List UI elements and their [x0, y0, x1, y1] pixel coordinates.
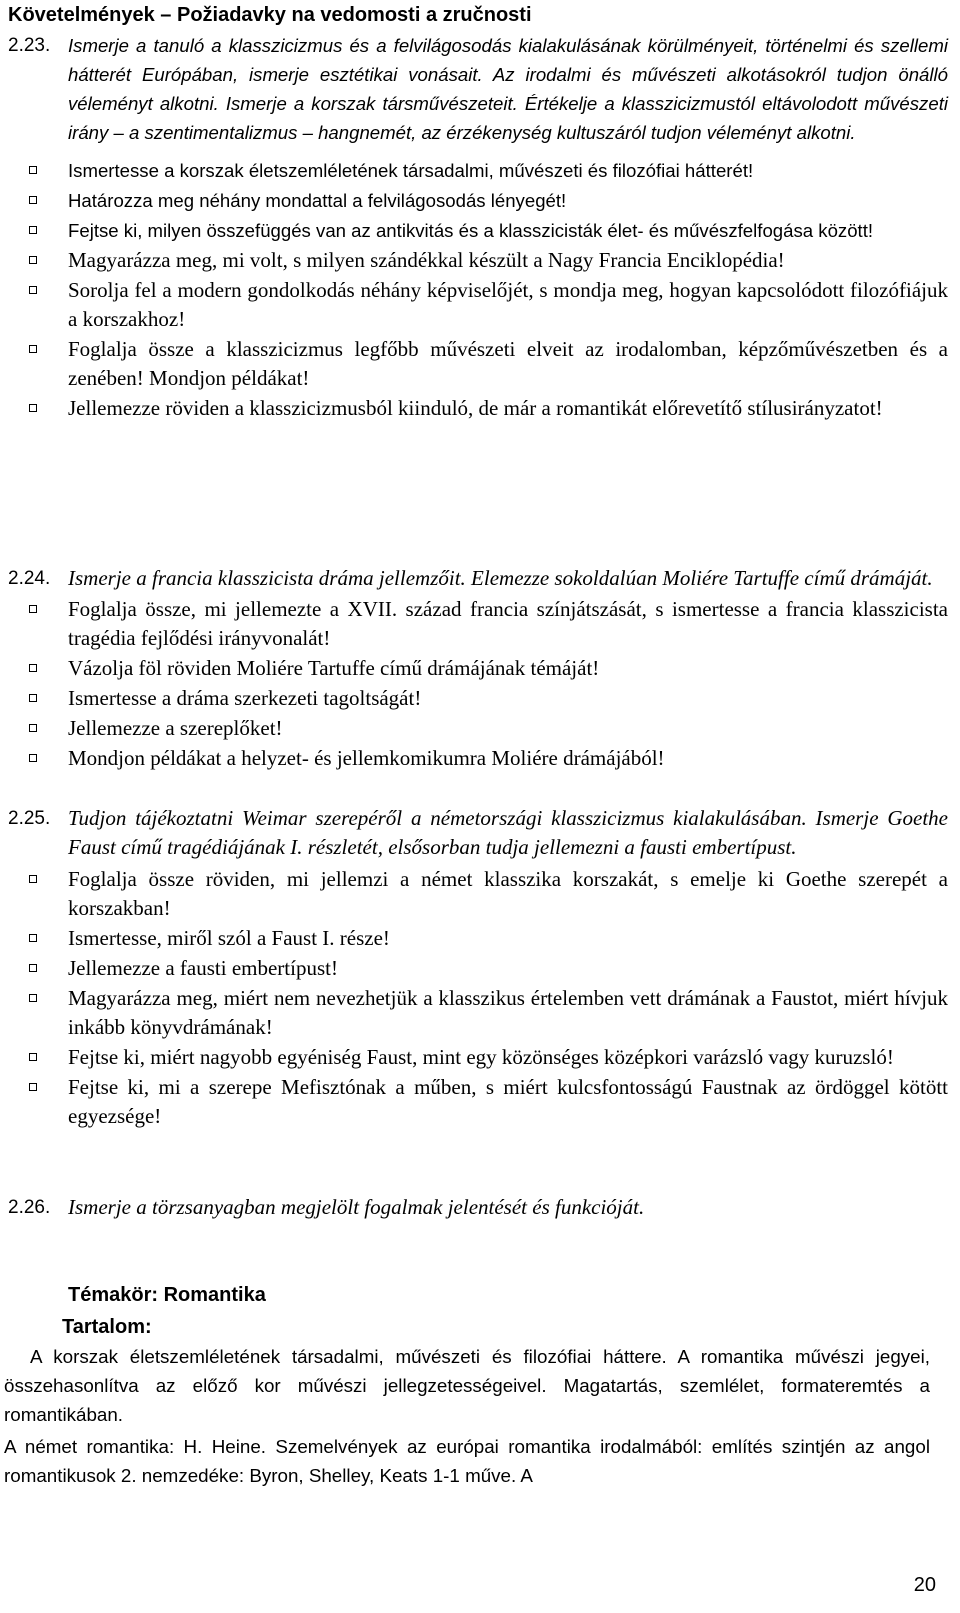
checkbox-bullet-icon: [29, 964, 37, 972]
section-2-24: [0, 564, 960, 773]
content-paragraph: A korszak életszemléletének társadalmi, művészeti és filozófiai háttere. A romantika művészi jegyei, összehasonlítva az előző kor művészi jellegzetességeivel. Magatartás, szemlélet, formateremtés a romantikában.: [4, 1346, 930, 1425]
content-paragraph: A német romantika: H. Heine. Szemelvények az európai romantika irodalmából: említés szintjén az angol romantikusok 2. nemzedéke: Byron, Shelley, Keats 1-1 műve. A: [4, 1436, 930, 1486]
list-item: Ismertesse a dráma szerkezeti tagoltságát!: [0, 684, 960, 713]
list-item: Ismertesse, miről szól a Faust I. része!: [0, 924, 960, 953]
checkbox-bullet-icon: [29, 345, 37, 353]
checkbox-bullet-icon: [29, 605, 37, 613]
checkbox-bullet-icon: [29, 256, 37, 264]
checkbox-bullet-icon: [29, 1083, 37, 1091]
list-item: Foglalja össze, mi jellemezte a XVII. század francia színjátszását, s ismertesse a francia klasszicista tragédia fejlődési irányvonalát!: [0, 595, 960, 653]
list-item: Magyarázza meg, mi volt, s milyen szándékkal készült a Nagy Francia Enciklopédia!: [0, 246, 960, 275]
page-number: 20: [913, 1574, 936, 1596]
list-item: Foglalja össze a klasszicizmus legfőbb művészeti elveit az irodalomban, képzőművészetben és a zenében! Mondjon példákat!: [0, 335, 960, 393]
list-item: Fejtse ki, miért nagyobb egyéniség Faust, mint egy közönséges középkori varázsló vagy kuruzsló!: [0, 1043, 960, 1072]
section-number: 2.26.: [8, 1197, 51, 1218]
section-title: Ismerje a törzsanyagban megjelölt fogalmak jelentését és funkcióját.: [68, 1195, 645, 1219]
checkbox-bullet-icon: [29, 694, 37, 702]
list-item: Sorolja fel a modern gondolkodás néhány képviselőjét, s mondja meg, hogyan kapcsolódott filozófiájuk a korszakhoz!: [0, 276, 960, 334]
list-item: Mondjon példákat a helyzet- és jellemkomikumra Moliére drámájából!: [0, 744, 960, 773]
checkbox-bullet-icon: [29, 664, 37, 672]
section-title: Ismerje a francia klasszicista dráma jellemzőit. Elemezze sokoldalúan Moliére Tartuffe című drámáját.: [68, 566, 933, 590]
list-item: Fejtse ki, mi a szerepe Mefisztónak a műben, s miért kulcsfontosságú Faustnak az ördöggel kötött egyezsége!: [0, 1073, 960, 1131]
checkbox-bullet-icon: [29, 166, 37, 174]
list-item: Foglalja össze röviden, mi jellemzi a német klasszika korszakát, s emelje ki Goethe szerepét a korszakban!: [0, 865, 960, 923]
checkbox-bullet-icon: [29, 934, 37, 942]
checkbox-bullet-icon: [29, 1053, 37, 1061]
checkbox-bullet-icon: [29, 286, 37, 294]
list-item: Magyarázza meg, miért nem nevezhetjük a klasszikus értelemben vett drámának a Faustot, miért hívjuk inkább könyvdrámának!: [0, 984, 960, 1042]
topic-heading: Témakör: Romantika: [68, 1284, 266, 1306]
checkbox-bullet-icon: [29, 724, 37, 732]
checkbox-bullet-icon: [29, 404, 37, 412]
section-2-26: [0, 1193, 960, 1222]
checkbox-bullet-icon: [29, 226, 37, 234]
section-number: 2.25.: [8, 808, 51, 829]
page-header: Követelmények – Požiadavky na vedomosti a zručnosti: [8, 4, 532, 26]
section-2-23: [0, 31, 960, 423]
list-item: Jellemezze röviden a klasszicizmusból kiinduló, de már a romantikát előrevetítő stílusirányzatot!: [0, 394, 960, 423]
section-number: 2.24.: [8, 568, 51, 589]
checkbox-bullet-icon: [29, 196, 37, 204]
list-item: Fejtse ki, milyen összefüggés van az antikvitás és a klasszicisták élet- és művészfelfogása között!: [0, 216, 960, 245]
section-title: Ismerje a tanuló a klasszicizmus és a felvilágosodás kialakulásának körülményeit, történelmi és szellemi hátterét Európában, ismerje esztétikai vonásait. Az irodalmi és művészeti alkotásokról tudjon önálló véleményt alkotni. Ismerje a korszak társművészeteit. Értékelje a klasszicizmustól eltávolodott művészeti irány – a szentimentalizmus – hangnemét, az érzékenység kultuszáról tudjon véleményt alkotni.: [68, 35, 948, 143]
checkbox-bullet-icon: [29, 875, 37, 883]
list-item: Jellemezze a szereplőket!: [0, 714, 960, 743]
list-item: Ismertesse a korszak életszemléletének társadalmi, művészeti és filozófiai hátterét!: [0, 156, 960, 185]
checkbox-bullet-icon: [29, 754, 37, 762]
section-number: 2.23.: [8, 35, 51, 56]
content-label: Tartalom:: [62, 1316, 152, 1338]
checkbox-bullet-icon: [29, 994, 37, 1002]
section-title: Tudjon tájékoztatni Weimar szerepéről a németországi klasszicizmus kialakulásában. Ismerje Goethe Faust című tragédiájának I. részletét, elsősorban tudja jellemezni a fausti embertípust.: [68, 806, 948, 859]
list-item: Jellemezze a fausti embertípust!: [0, 954, 960, 983]
section-2-25: [0, 804, 960, 1131]
list-item: Határozza meg néhány mondattal a felvilágosodás lényegét!: [0, 186, 960, 215]
list-item: Vázolja föl röviden Moliére Tartuffe című drámájának témáját!: [0, 654, 960, 683]
